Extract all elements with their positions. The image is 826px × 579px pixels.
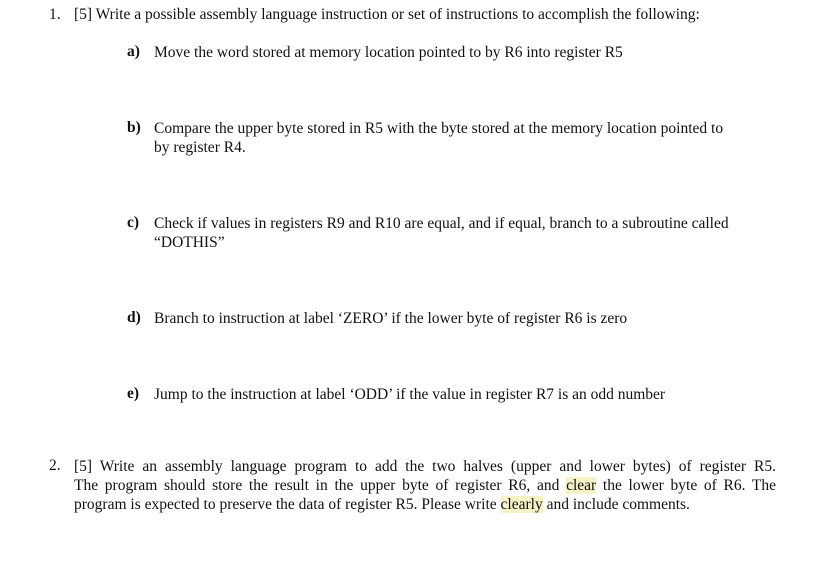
part-b-line-1: Compare the upper byte stored in R5 with the byte stored at the memory location pointed to: [154, 120, 724, 137]
part-a-letter: a): [127, 43, 140, 60]
question-1-text: [5] Write a possible assembly language instruction or set of instructions to accomplish the following:: [74, 6, 700, 23]
question-2-line-3: [74, 495, 776, 514]
part-c-line-2: “DOTHIS”: [154, 234, 225, 251]
question-2-text: [74, 457, 776, 514]
question-2-number: 2.: [49, 457, 61, 474]
part-e-letter: e): [127, 385, 140, 402]
question-1-number: 1.: [49, 6, 61, 23]
question-2-line-1: [5] Write an assembly language program to add the two halves (upper and lower bytes) of register R5.: [74, 458, 776, 475]
part-d-line-1: Branch to instruction at label ‘ZERO’ if the lower byte of register R6 is zero: [154, 310, 628, 327]
part-d-letter: d): [127, 309, 141, 326]
question-2-line-2-start: The program should store the result in the upper byte of register R6, and: [74, 477, 560, 494]
part-b-letter: b): [127, 119, 141, 136]
highlighted-word-clearly: clearly: [500, 496, 543, 513]
question-2-line-2-end: the lower byte of R6. The: [602, 477, 777, 494]
highlighted-word-clear: clear: [566, 477, 597, 494]
question-2-line-2: [74, 476, 776, 495]
part-c-line-1: Check if values in registers R9 and R10 are equal, and if equal, branch to a subroutine called: [154, 215, 729, 232]
part-e-line-1: Jump to the instruction at label ‘ODD’ if the value in register R7 is an odd number: [154, 386, 666, 403]
part-b-line-2: by register R4.: [154, 139, 246, 156]
question-2-line-3-start: program is expected to preserve the data of register R5. Please write: [74, 496, 497, 513]
part-a-line-1: Move the word stored at memory location pointed to by R6 into register R5: [154, 44, 623, 61]
question-2-line-3-end: and include comments.: [546, 496, 690, 513]
part-c-letter: c): [127, 214, 140, 231]
